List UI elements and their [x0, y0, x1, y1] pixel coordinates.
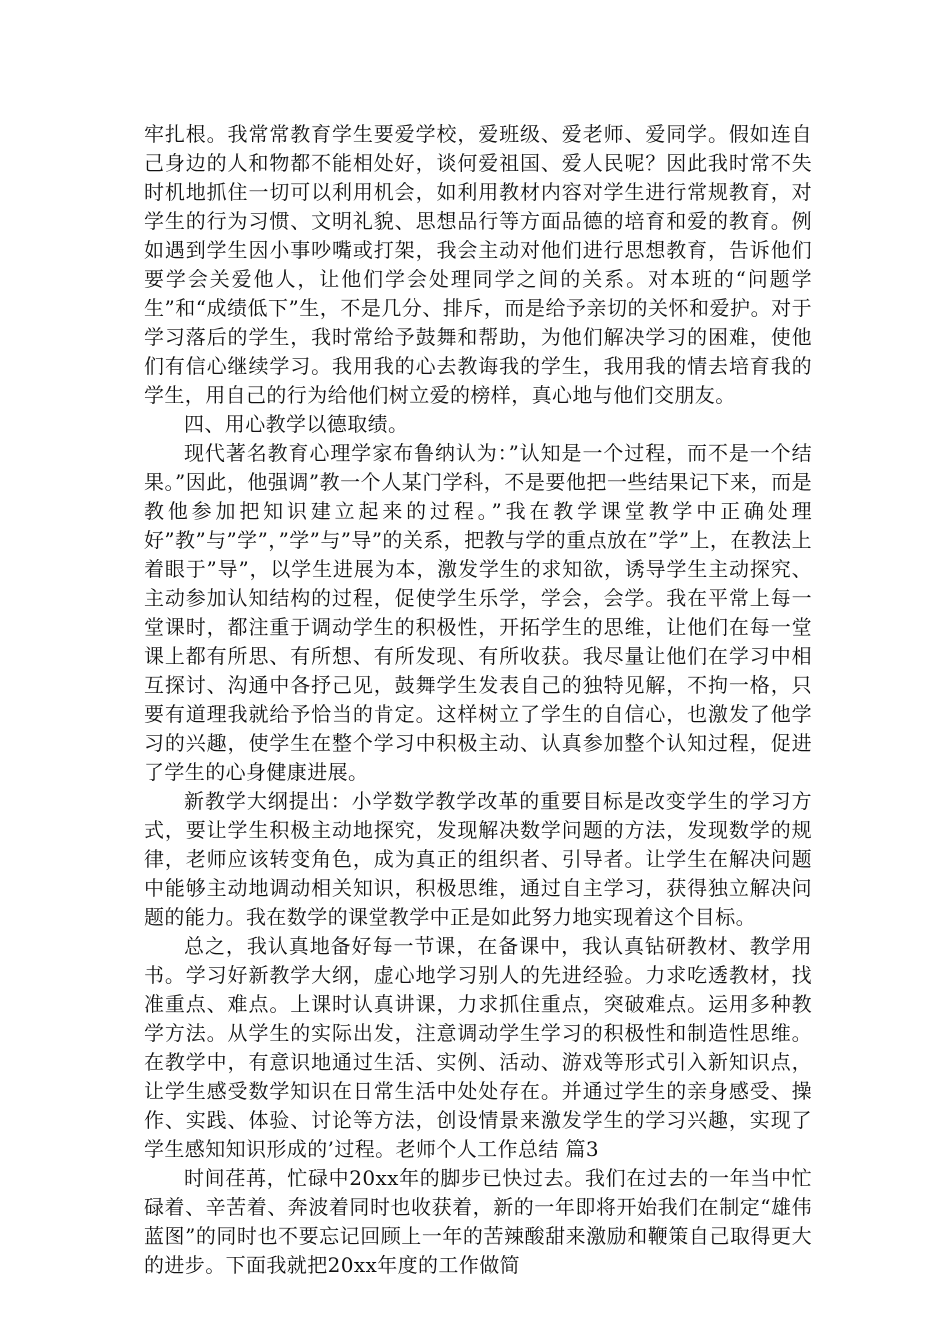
- paragraph-part-three-intro: 时间荏苒，忙碌中20xx年的脚步已快过去。我们在过去的一年当中忙碌着、辛苦着、奔波着同时也收获着，新的一年即将开始我们在制定“雄伟蓝图”的同时也不要忘记回顾上一年的苦辣酸甜来激励和鞭策自己取得更大的进步。下面我就把20xx年度的工作做简: [144, 1166, 812, 1277]
- section-heading-four: 四、用心教学以德取绩。: [184, 412, 409, 436]
- paragraph-continuation: 牢扎根。我常常教育学生要爱学校，爱班级、爱老师、爱同学。假如连自己身边的人和物都不能相处好，谈何爱祖国、爱人民呢？因此我时常不失时机地抓住一切可以利用机会，如利用教材内容对学生进行常规教育，对学生的行为习惯、文明礼貌、思想品行等方面品德的培育和爱的教育。例如遇到学生因小事吵嘴或打架，我会主动对他们进行思想教育，告诉他们要学会关爱他人，让他们学会处理同学之间的关系。对本班的“问题学生”和“成绩低下”生，不是几分、排斥，而是给予亲切的关怀和爱护。对于学习落后的学生，我时常给予鼓舞和帮助，为他们解决学习的困难，使他们有信心继续学习。我用我的心去教诲我的学生，我用我的情去培育我的学生，用自己的行为给他们树立爱的榜样，真心地与他们交朋友。: [144, 122, 812, 407]
- paragraph-bruner: 现代著名教育心理学家布鲁纳认为：”认知是一个过程，而不是一个结果。”因此，他强调”教一个人某门学科，不是要他把一些结果记下来，而是教他参加把知识建立起来的过程。”我在教学课堂教学中正确处理好”教”与”学”，”学”与”导”的关系，把教与学的重点放在”学”上，在教法上着眼于”导”，以学生进展为本，激发学生的求知欲，诱导学生主动探究、主动参加认知结构的过程，促使学生乐学，学会，会学。我在平常上每一堂课时，都注重于调动学生的积极性，开拓学生的思维，让他们在每一堂课上都有所思、有所想、有所发现、有所收获。我尽量让他们在学习中相互探讨、沟通中各抒己见，鼓舞学生发表自己的独特见解，不拘一格，只要有道理我就给予恰当的肯定。这样树立了学生的自信心，也激发了他学习的兴趣，使学生在整个学习中积极主动、认真参加整个认知过程，促进了学生的心身健康进展。: [144, 441, 812, 784]
- paragraph-summary: 总之，我认真地备好每一节课，在备课中，我认真钻研教材、教学用书。学习好新教学大纲，虚心地学习别人的先进经验。力求吃透教材，找准重点、难点。上课时认真讲课，力求抓住重点，突破难点。运用多种教学方法。从学生的实际出发，注意调动学生学习的积极性和制造性思维。在教学中，有意识地通过生活、实例、活动、游戏等形式引入新知识点，让学生感受数学知识在日常生活中处处存在。并通过学生的亲身感受、操作、实践、体验、讨论等方法，创设情景来激发学生的学习兴趣，实现了学生感知知识形成的’过程。老师个人工作总结 篇3: [144, 934, 812, 1161]
- paragraph-new-syllabus: 新教学大纲提出：小学数学教学改革的重要目标是改变学生的学习方式，要让学生积极主动地探究，发现解决数学问题的方法，发现数学的规律，老师应该转变角色，成为真正的组织者、引导者。让学生在解决问题中能够主动地调动相关知识，积极思维，通过自主学习，获得独立解决问题的能力。我在数学的课堂教学中正是如此努力地实现着这个目标。: [144, 789, 812, 929]
- document-body: [144, 120, 812, 1280]
